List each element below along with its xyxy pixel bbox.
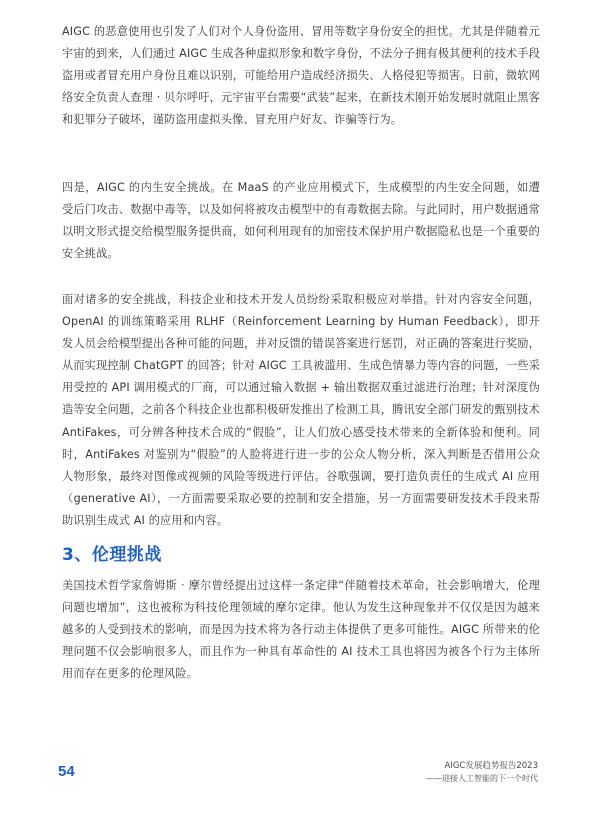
paragraph-identity-theft: AIGC 的恶意使用也引发了人们对个人身份盗用、冒用等数字身份安全的担忧。尤其是伴随着元宇宙的到来，人们通过 AIGC 生成各种虚拟形象和数字身份，不法分子拥有极其便利的技术手段盗用或者冒充用户身份且难以识别，可能给用户造成经济损失、人格侵犯等损害。日前，微软网络安全负责人查理 · 贝尔呼吁，元宇宙平台需要“武装”起来，在新技术刚开始发展时就阻止黑客和犯罪分子破坏，谨防盗用虚拟头像、冒充用户好友、诈骗等行为。 [62,25,540,127]
paragraph-moore-law: 美国技术哲学家詹姆斯 · 摩尔曾经提出过这样一条定律“伴随着技术革命，社会影响增大，伦理问题也增加”，这也被称为科技伦理领域的摩尔定律。他认为发生这种现象并不仅仅是因为越来越多的人受到技术的影响，而是因为技术将为各行动主体提供了更多可能性。AIGC 所带来的伦理问题不仅会影响很多人，而且作为一种具有革命性的 AI 技术工具也将因为被各个行为主体所用而存在更多的伦理风险。 [62,579,540,681]
paragraph-countermeasures: 面对诸多的安全挑战，科技企业和技术开发人员纷纷采取积极应对举措。针对内容安全问题，OpenAI 的训练策略采用 RLHF（Reinforcement Learning by Human Feedback），即开发人员会给模型提出各种可能的问题，并对反馈的错误答案进行惩罚，对正确的答案进行奖励，从而实现控制 ChatGPT 的回答；针对 AIGC 工具被滥用、生成色情暴力等内容的问题，一些采用受控的 API 调用模式的厂商，可以通过输入数据 + 输出数据双重过滤进行治理；针对深度伪造等安全问题，之前各个科技企业也都积极研发推出了检测工具，腾讯安全部门研发的甄别技术 AntiFakes，可分辨各种技术合成的“假脸”，让人们放心感受技术带来的全新体验和便利。同时，AntiFakes 对鉴别为“假脸”的人脸将进行进一步的公众人物分析，深入判断是否借用公众人物形象，最终对图像或视频的风险等级进行评估。谷歌强调，要打造负责任的生成式 AI 应用（generative AI），一方面需要采取必要的控制和安全措施，另一方面需要研发技术手段来帮助识别生成式 AI 的应用和内容。 [62,293,540,527]
page-number: 54 [58,763,75,780]
section-heading-ethics: 3、伦理挑战 [62,545,162,565]
footer-report-subtitle: ——迎接人工智能的下一个时代 [426,774,538,783]
paragraph-endogenous-security: 四是，AIGC 的内生安全挑战。在 MaaS 的产业应用模式下，生成模型的内生安全问题，如遭受后门攻击、数据中毒等，以及如何将被攻击模型中的有毒数据去除。与此同时，用户数据通常以明文形式提交给模型服务提供商，如何利用现有的加密技术保护用户数据隐私也是一个重要的安全挑战。 [62,181,540,261]
footer-report-title: AIGC发展趋势报告2023 [444,761,538,771]
